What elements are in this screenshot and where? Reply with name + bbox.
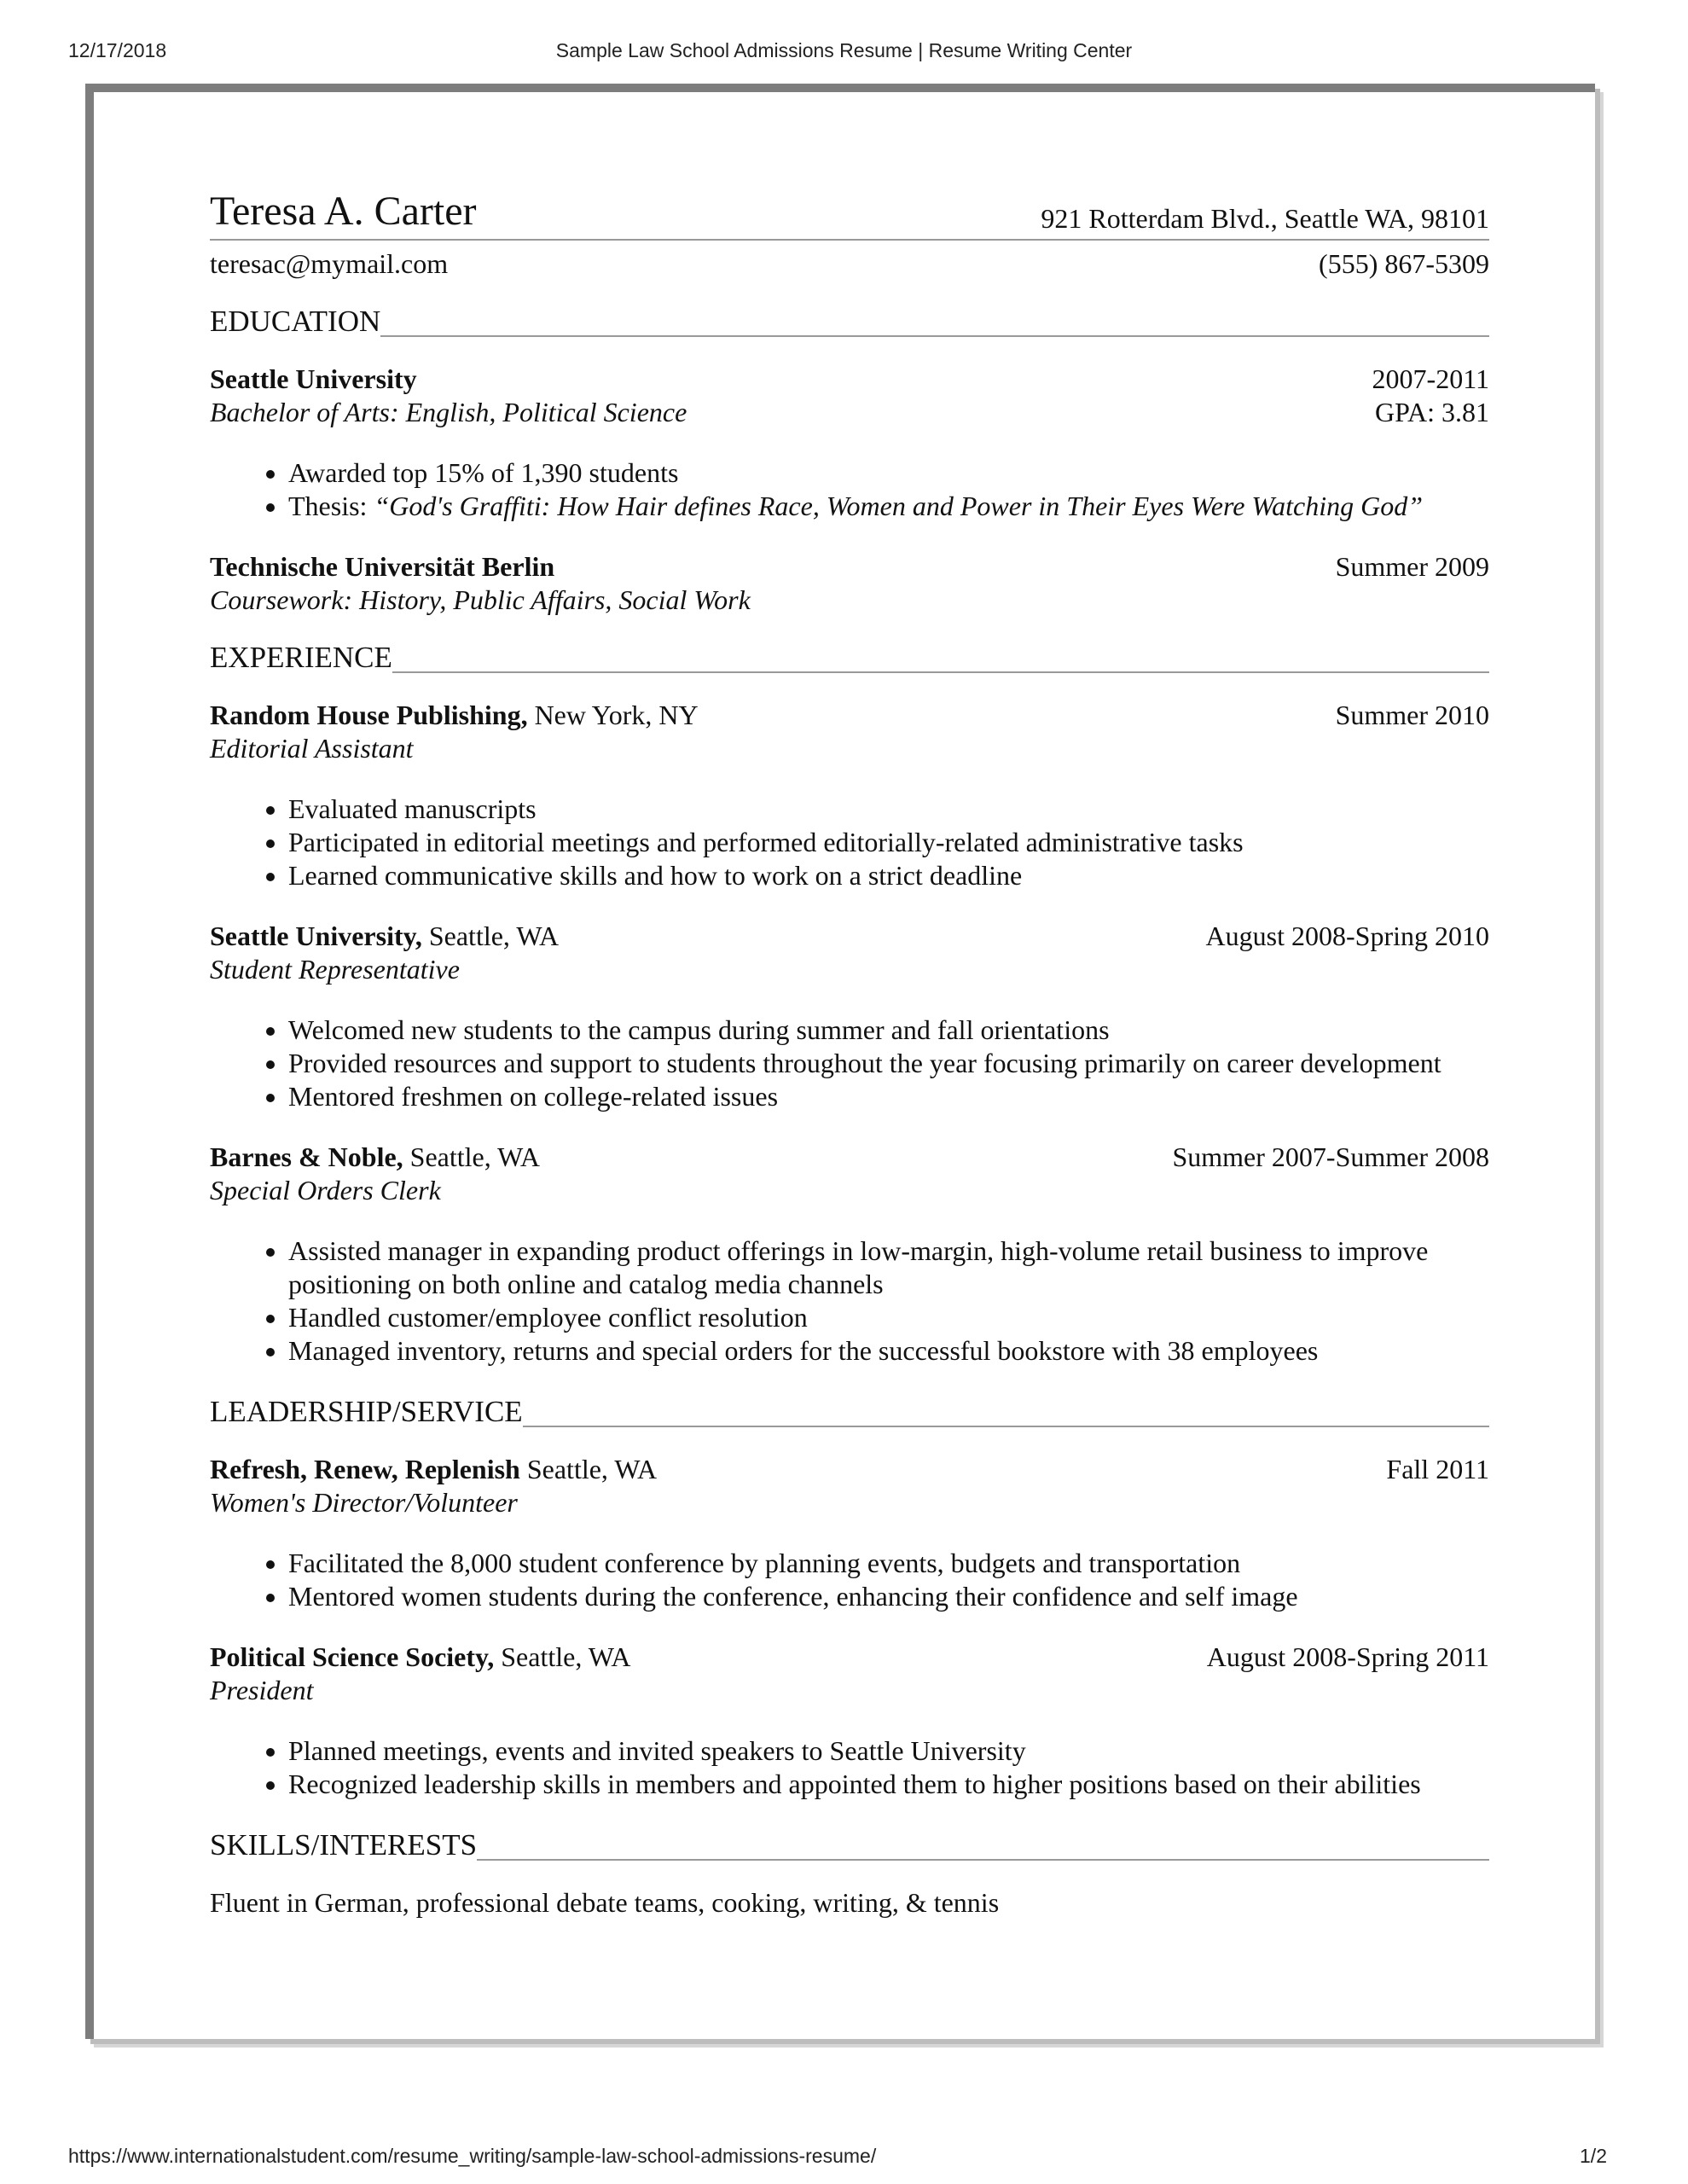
- list-item: • Planned meetings, events and invited speakers to Seattle University: [288, 1734, 1489, 1768]
- list-item: • Welcomed new students to the campus during summer and fall orientations: [288, 1014, 1489, 1047]
- entry-coursework: Coursework: History, Public Affairs, Social Work: [210, 584, 751, 615]
- list-item: • Participated in editorial meetings and performed editorially-related administrative tasks: [288, 826, 1489, 859]
- skills-text: Fluent in German, professional debate teams, cooking, writing, & tennis: [210, 1887, 1000, 1918]
- list-item: • Mentored women students during the conference, enhancing their confidence and self image: [288, 1580, 1489, 1613]
- candidate-name: Teresa A. Carter: [210, 189, 477, 234]
- entry-date: Fall 2011: [1386, 1454, 1489, 1484]
- entry-location: Seattle, WA: [494, 1641, 631, 1672]
- entry-location: New York, NY: [527, 700, 699, 730]
- entry-date: August 2008-Spring 2011: [1206, 1641, 1489, 1672]
- section-rule: [523, 1426, 1489, 1427]
- entry-role: President: [210, 1675, 314, 1705]
- leadership-entry: [210, 1641, 1489, 1801]
- bullet-list: [210, 1734, 1489, 1801]
- entry-date: 2007-2011: [1372, 363, 1489, 394]
- education-entry: [210, 550, 1489, 617]
- list-item: [288, 490, 1489, 523]
- entry-date: Summer 2009: [1335, 551, 1489, 582]
- entry-role: Student Representative: [210, 954, 460, 985]
- entry-date: Summer 2007-Summer 2008: [1172, 1141, 1489, 1172]
- candidate-phone: (555) 867-5309: [1319, 248, 1489, 279]
- list-item: • Evaluated manuscripts: [288, 793, 1489, 826]
- education-entry: [210, 363, 1489, 523]
- list-item: • Facilitated the 8,000 student conference by planning events, budgets and transportation: [288, 1547, 1489, 1580]
- entry-role: Editorial Assistant: [210, 733, 414, 764]
- section-title: EDUCATION: [210, 305, 381, 338]
- section-title: EXPERIENCE: [210, 641, 392, 674]
- print-page-title: Sample Law School Admissions Resume | Resume Writing Center: [555, 39, 1133, 61]
- entry-location: Seattle, WA: [519, 1454, 658, 1484]
- entry-org: Seattle University,: [210, 921, 422, 951]
- section-rule: [477, 1859, 1489, 1861]
- entry-location: Seattle, WA: [403, 1141, 540, 1172]
- list-item: • Handled customer/employee conflict resolution: [288, 1301, 1489, 1334]
- candidate-address: 921 Rotterdam Blvd., Seattle WA, 98101: [1041, 203, 1489, 234]
- bullet-list: [210, 1014, 1489, 1113]
- entry-org: Seattle University: [210, 363, 417, 394]
- entry-role: Women's Director/Volunteer: [210, 1487, 518, 1518]
- print-header: [0, 39, 1688, 73]
- print-url: https://www.internationalstudent.com/resume_writing/sample-law-school-admissions-resume/: [68, 2145, 877, 2167]
- bullet-list: [210, 1234, 1489, 1368]
- list-item: • Provided resources and support to students throughout the year focusing primarily on career development: [288, 1047, 1489, 1080]
- entry-role: Special Orders Clerk: [210, 1175, 441, 1205]
- print-footer: [0, 2145, 1688, 2179]
- bullet-list: [210, 793, 1489, 892]
- entry-org: Barnes & Noble,: [210, 1141, 403, 1172]
- contact-row: [210, 247, 1489, 281]
- list-item: • Awarded top 15% of 1,390 students: [288, 456, 1489, 490]
- entry-org: Refresh, Renew, Replenish: [210, 1454, 520, 1484]
- bullet-list: [210, 456, 1489, 523]
- entry-date: Summer 2010: [1335, 700, 1489, 730]
- experience-heading: [210, 641, 1489, 675]
- list-item: • Mentored freshmen on college-related issues: [288, 1080, 1489, 1113]
- name-row: [210, 188, 1489, 241]
- section-title: LEADERSHIP/SERVICE: [210, 1395, 523, 1428]
- entry-location: Seattle, WA: [421, 921, 560, 951]
- print-page-number: 1/2: [1580, 2145, 1607, 2167]
- section-rule: [392, 671, 1489, 673]
- experience-entry: [210, 1141, 1489, 1368]
- skills-heading: [210, 1828, 1489, 1862]
- print-date: 12/17/2018: [68, 39, 167, 61]
- experience-entry: [210, 920, 1489, 1113]
- thesis-title: “God's Graffiti: How Hair defines Race, Women and Power in Their Eyes Were Watching God”: [374, 491, 1424, 521]
- entry-org: Political Science Society,: [210, 1641, 495, 1672]
- education-heading: [210, 305, 1489, 339]
- list-item: • Recognized leadership skills in members and appointed them to higher positions based on their abilities: [288, 1768, 1489, 1801]
- resume-sheet: [85, 84, 1595, 2039]
- thesis-label: Thesis:: [288, 491, 374, 521]
- candidate-email: teresac@mymail.com: [210, 248, 449, 279]
- experience-entry: [210, 699, 1489, 892]
- entry-date: August 2008-Spring 2010: [1205, 921, 1489, 951]
- leadership-heading: [210, 1395, 1489, 1429]
- list-item: • Managed inventory, returns and special orders for the successful bookstore with 38 employees: [288, 1334, 1489, 1368]
- leadership-entry: [210, 1453, 1489, 1613]
- entry-degree: Bachelor of Arts: English, Political Science: [210, 397, 687, 427]
- entry-org: Technische Universität Berlin: [210, 551, 555, 582]
- resume-content: [210, 188, 1489, 1920]
- bullet-list: [210, 1547, 1489, 1613]
- list-item: • Assisted manager in expanding product offerings in low-margin, high-volume retail business to improve positioning on both online and catalog media channels: [288, 1234, 1489, 1301]
- list-item: • Learned communicative skills and how to work on a strict deadline: [288, 859, 1489, 892]
- entry-org: Random House Publishing,: [210, 700, 528, 730]
- entry-gpa: GPA: 3.81: [1375, 397, 1489, 427]
- section-title: SKILLS/INTERESTS: [210, 1828, 478, 1862]
- section-rule: [380, 335, 1489, 337]
